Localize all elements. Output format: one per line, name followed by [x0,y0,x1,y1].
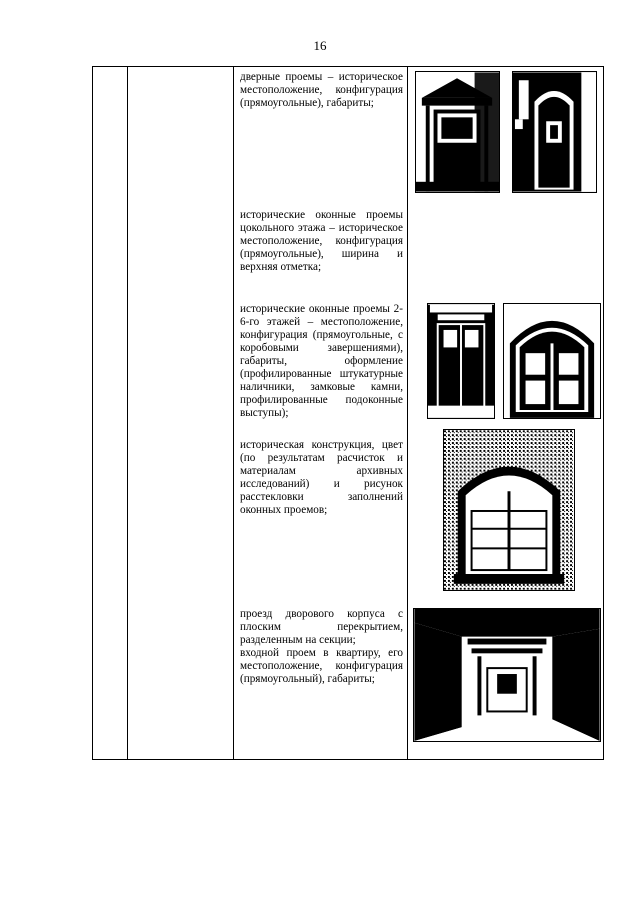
column-divider [127,67,128,759]
table-row [240,439,403,517]
row-text: историческая конструкция, цвет (по результатам расчисток и материалам архивных исследований) и рисунок расстекловки заполнений оконных проемов; [240,439,403,516]
row-text: дверные проемы – историческое местоположение, конфигурация (прямоугольные), габариты; [240,71,403,109]
table-row [240,647,403,686]
window-arch-large-photo-icon [443,429,575,591]
column-divider [407,67,408,759]
passage-photo-icon [413,608,601,742]
row-text: проезд дворового корпуса с плоским перекрытием, разделенным на секции; [240,608,403,646]
page-number: 16 [313,38,327,53]
table-row [240,303,403,420]
table-row [240,71,403,110]
column-divider [233,67,234,759]
row-text: входной проем в квартиру, его местоположение, конфигурация (прямоугольный), габариты; [240,647,403,685]
table-frame [92,66,604,760]
row-text: исторические оконные проемы 2-6-го этажей – местоположение, конфигурация (прямоугольные, с коробовыми завершениями), габариты, оформление (профилированные штукатурные наличники, замковые камни, профилированные подоконные выступы); [240,303,403,419]
window-rect-photo-icon [427,303,495,419]
row-text: исторические оконные проемы цокольного этажа – историческое местоположение, конфигурация (прямоугольные), ширина и верхняя отметка; [240,209,403,273]
door-arch-photo-icon [512,71,597,193]
table-row [240,608,403,647]
window-arch-photo-icon [503,303,601,419]
table-row [240,209,403,274]
door-canopy-photo-icon [415,71,500,193]
